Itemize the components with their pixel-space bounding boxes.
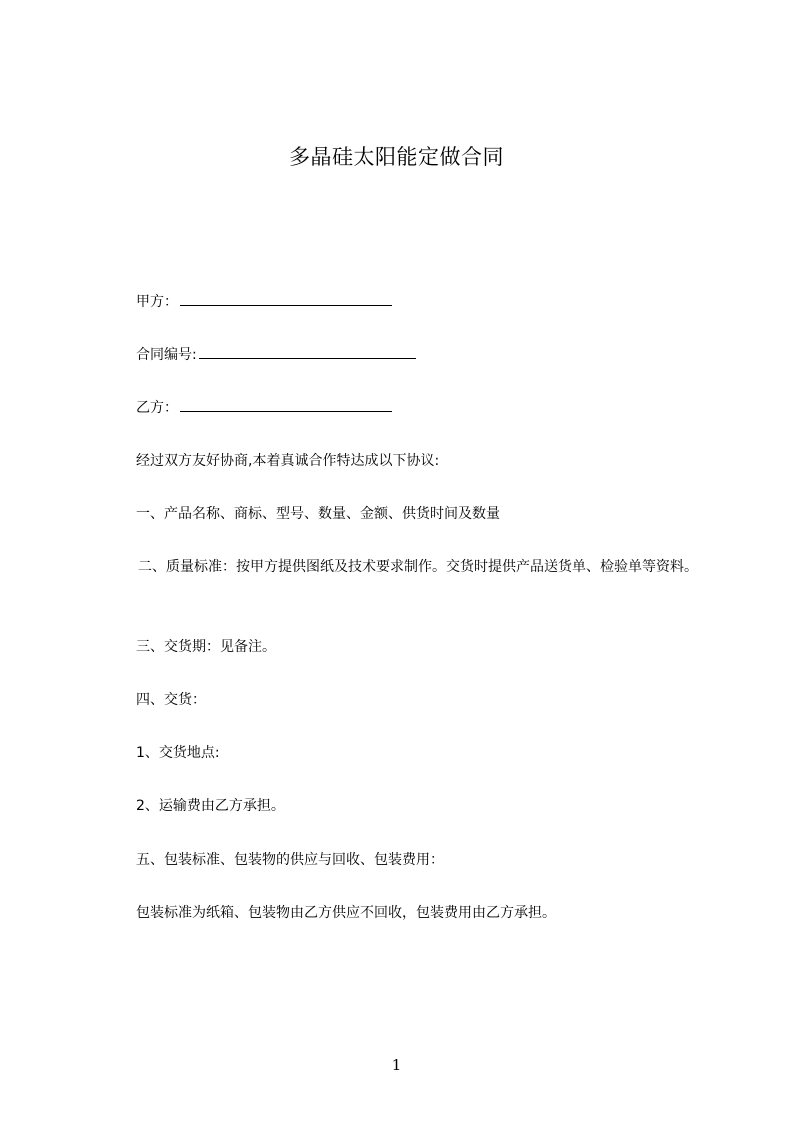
section-2-paragraph — [92, 555, 712, 580]
intro-paragraph: 经过双方友好协商,本着真诚合作特达成以下协议: — [136, 453, 440, 469]
section-1-heading: 一、产品名称、商标、型号、数量、金额、供货时间及数量 — [136, 506, 500, 522]
party-a-blank — [180, 291, 392, 306]
party-a-label: 甲方： — [136, 294, 178, 310]
party-b-blank — [180, 397, 392, 412]
party-a-line — [136, 291, 392, 312]
packaging-paragraph: 包装标准为纸箱、包装物由乙方供应不回收，包装费用由乙方承担。 — [136, 905, 556, 921]
document-title: 多晶硅太阳能定做合同 — [289, 145, 504, 169]
section-3-heading: 三、交货期：见备注。 — [136, 639, 276, 655]
page-number: 1 — [391, 1056, 402, 1074]
contract-number-line — [136, 344, 416, 365]
contract-number-label: 合同编号: — [136, 347, 197, 363]
contract-number-blank — [199, 344, 416, 359]
section-2-text: 二、质量标准：按甲方提供图纸及技术要求制作。交货时提供产品送货单、检验单等资料。 — [138, 559, 698, 575]
party-b-label: 乙方： — [136, 400, 178, 416]
item-1-text: 1、交货地点: — [136, 745, 220, 761]
party-b-line — [136, 397, 392, 418]
section-5-heading: 五、包装标准、包装物的供应与回收、包装费用： — [136, 852, 444, 868]
section-4-heading: 四、交货： — [136, 692, 206, 708]
item-2-text: 2、运输费由乙方承担。 — [136, 798, 285, 814]
